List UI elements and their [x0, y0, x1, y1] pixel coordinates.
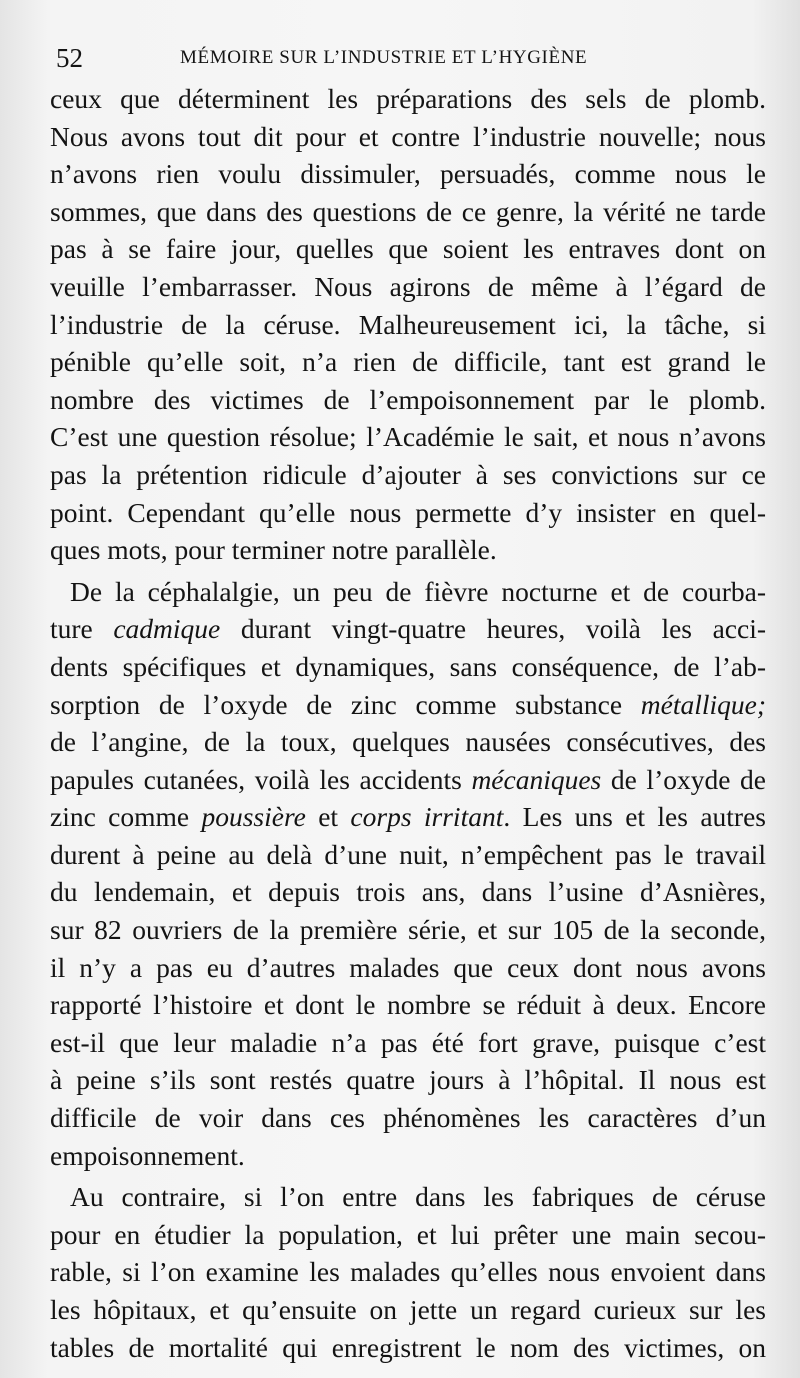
text-line: rapporté l’histoire et dont le nombre se réduit à deux. Encore — [50, 989, 766, 1021]
text-line: rable, si l’on examine les malades qu’elles nous envoient dans — [50, 1256, 766, 1288]
text-line: zinc comme poussière et corps irritant. Les uns et les autres — [50, 801, 766, 833]
text-line: Au contraire, si l’on entre dans les fabriques de céruse — [70, 1181, 766, 1213]
text-line: C’est une question résolue; l’Académie le sait, et nous n’avons — [50, 421, 766, 453]
text-line: difficile de voir dans ces phénomènes les caractères d’un — [50, 1102, 766, 1134]
running-title: MÉMOIRE SUR L’INDUSTRIE ET L’HYGIÈNE — [180, 47, 588, 68]
italic-term: mécaniques — [471, 763, 602, 795]
text-line: pas la prétention ridicule d’ajouter à ses convictions sur ce — [50, 458, 766, 490]
italic-term: poussière — [201, 801, 306, 833]
text-line: tables de mortalité qui enregistrent le nom des victimes, on — [50, 1331, 766, 1363]
italic-term: cadmique — [113, 613, 221, 645]
text-line: pour en étudier la population, et lui prêter une main secou- — [50, 1218, 766, 1250]
text-line: ceux que déterminent les préparations des sels de plomb. — [50, 83, 766, 114]
text-line: les hôpitaux, et qu’ensuite on jette un regard curieux sur les — [50, 1294, 766, 1325]
italic-term: corps irritant — [350, 801, 504, 833]
text-line: dents spécifiques et dynamiques, sans conséquence, de l’ab- — [50, 650, 766, 682]
text-line: il n’y a pas eu d’autres malades que ceux dont nous avons — [50, 951, 766, 983]
paragraph-1 — [50, 80, 766, 569]
text-line: sorption de l’oxyde de zinc comme substance métallique; — [50, 688, 766, 720]
page-number: 52 — [56, 43, 83, 73]
text-line: à peine s’ils sont restés quatre jours à l’hôpital. Il nous est — [50, 1064, 766, 1096]
text-line: nombre des victimes de l’empoisonnement par le plomb. — [50, 383, 766, 415]
text-line: l’industrie de la céruse. Malheureusement ici, la tâche, si — [50, 308, 766, 340]
text-line: pénible qu’elle soit, n’a rien de difficile, tant est grand le — [50, 346, 766, 378]
text-line: point. Cependant qu’elle nous permette d’y insister en quel- — [50, 496, 766, 528]
text-line: sommes, que dans des questions de ce genre, la vérité ne tarde — [50, 195, 766, 227]
text-line: sur 82 ouvriers de la première série, et sur 105 de la seconde, — [50, 914, 766, 946]
text-line: papules cutanées, voilà les accidents mécaniques de l’oxyde de — [50, 763, 767, 795]
text-line: durent à peine au delà d’une nuit, n’empêchent pas le travail — [50, 838, 766, 870]
text-line: pas à se faire jour, quelles que soient les entraves dont on — [50, 233, 766, 265]
text-line: est-il que leur maladie n’a pas été fort grave, puisque c’est — [50, 1026, 766, 1058]
body-text — [50, 80, 766, 1366]
text-line: du lendemain, et depuis trois ans, dans l’usine d’Asnières, — [50, 876, 766, 908]
text-line: ture cadmique durant vingt-quatre heures, voilà les acci- — [50, 613, 766, 645]
text-line: ques mots, pour terminer notre parallèle. — [50, 534, 497, 566]
text-line: n’avons rien voulu dissimuler, persuadés, comme nous le — [50, 158, 766, 190]
text-line: De la céphalalgie, un peu de fièvre nocturne et de courba- — [70, 575, 766, 607]
text-line: empoisonnement. — [50, 1139, 245, 1171]
text-line: de l’angine, de la toux, quelques nausées consécutives, des — [50, 726, 766, 758]
paragraph-2 — [50, 573, 766, 1175]
text-line: Nous avons tout dit pour et contre l’industrie nouvelle; nous — [50, 120, 766, 152]
running-header — [0, 38, 800, 78]
text-line: veuille l’embarrasser. Nous agirons de même à l’égard de — [50, 270, 766, 302]
italic-term: métallique; — [640, 688, 766, 720]
paragraph-3 — [50, 1178, 766, 1366]
